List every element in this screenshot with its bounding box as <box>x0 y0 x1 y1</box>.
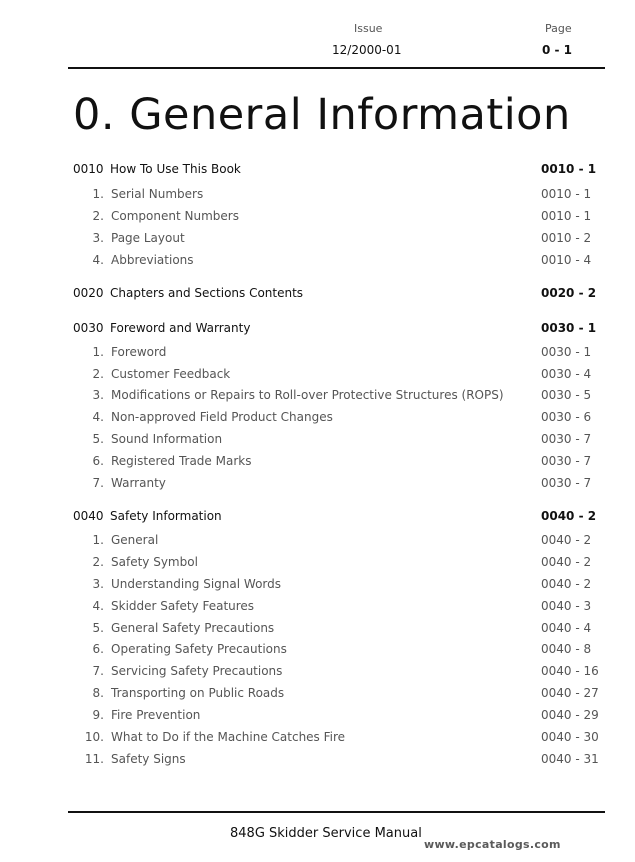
item-number: 11. <box>84 752 104 766</box>
item-number: 1. <box>92 187 104 201</box>
item-number: 4. <box>92 599 104 613</box>
toc-item[interactable] <box>0 454 635 472</box>
toc-item[interactable] <box>0 686 635 704</box>
toc-section-0040[interactable] <box>0 509 635 527</box>
item-number: 2. <box>92 367 104 381</box>
item-number: 1. <box>92 533 104 547</box>
section-page-ref: 0020 - 2 <box>541 286 597 300</box>
item-title: Safety Signs <box>111 752 186 766</box>
item-page-ref: 0030 - 1 <box>541 345 592 359</box>
toc-item[interactable] <box>0 345 635 363</box>
toc-item[interactable] <box>0 752 635 770</box>
item-number: 7. <box>92 476 104 490</box>
toc-item[interactable] <box>0 730 635 748</box>
section-code: 0010 <box>73 162 104 176</box>
item-number: 5. <box>92 621 104 635</box>
item-number: 1. <box>92 345 104 359</box>
item-title: Warranty <box>111 476 166 490</box>
toc-item[interactable] <box>0 708 635 726</box>
item-page-ref: 0030 - 7 <box>541 476 592 490</box>
toc-item[interactable] <box>0 209 635 227</box>
toc-section-0030[interactable] <box>0 321 635 339</box>
item-title: Fire Prevention <box>111 708 201 722</box>
watermark: www.epcatalogs.com <box>424 838 561 851</box>
toc-item[interactable] <box>0 231 635 249</box>
item-title: Safety Symbol <box>111 555 198 569</box>
item-page-ref: 0010 - 1 <box>541 187 592 201</box>
toc-item[interactable] <box>0 621 635 639</box>
footer-divider <box>68 811 605 813</box>
item-number: 10. <box>84 730 104 744</box>
section-title: Chapters and Sections Contents <box>110 286 304 300</box>
item-title: Component Numbers <box>111 209 239 223</box>
page-title: 0. General Information <box>73 90 571 140</box>
item-title: General <box>111 533 159 547</box>
toc-item[interactable] <box>0 253 635 271</box>
item-page-ref: 0040 - 31 <box>541 752 599 766</box>
section-page-ref: 0010 - 1 <box>541 162 597 176</box>
item-page-ref: 0040 - 29 <box>541 708 599 722</box>
page-number: 0 - 1 <box>542 43 573 57</box>
item-page-ref: 0030 - 7 <box>541 432 592 446</box>
section-title: Safety Information <box>110 509 222 523</box>
item-page-ref: 0030 - 7 <box>541 454 592 468</box>
item-number: 8. <box>92 686 104 700</box>
toc-item[interactable] <box>0 187 635 205</box>
toc-section-0020[interactable] <box>0 286 635 304</box>
item-title: Transporting on Public Roads <box>111 686 285 700</box>
item-number: 9. <box>92 708 104 722</box>
item-number: 6. <box>92 642 104 656</box>
item-number: 3. <box>92 231 104 245</box>
item-number: 2. <box>92 555 104 569</box>
item-page-ref: 0030 - 5 <box>541 388 592 402</box>
item-title: Serial Numbers <box>111 187 204 201</box>
item-title: Sound Information <box>111 432 223 446</box>
section-title: Foreword and Warranty <box>110 321 251 335</box>
footer-title: 848G Skidder Service Manual <box>230 826 422 841</box>
item-page-ref: 0010 - 2 <box>541 231 592 245</box>
section-page-ref: 0040 - 2 <box>541 509 597 523</box>
toc-item[interactable] <box>0 664 635 682</box>
item-page-ref: 0040 - 27 <box>541 686 599 700</box>
item-number: 6. <box>92 454 104 468</box>
header-divider <box>68 67 605 69</box>
section-title: How To Use This Book <box>110 162 241 176</box>
item-page-ref: 0040 - 16 <box>541 664 599 678</box>
section-page-ref: 0030 - 1 <box>541 321 597 335</box>
toc-item[interactable] <box>0 533 635 551</box>
item-title: Foreword <box>111 345 167 359</box>
issue-value: 12/2000-01 <box>332 43 402 57</box>
item-title: Registered Trade Marks <box>111 454 252 468</box>
item-number: 4. <box>92 410 104 424</box>
issue-label: Issue <box>354 22 383 35</box>
item-number: 3. <box>92 388 104 402</box>
item-title: Page Layout <box>111 231 185 245</box>
item-title: Servicing Safety Precautions <box>111 664 283 678</box>
item-title: Modifications or Repairs to Roll-over Protective Structures (ROPS) <box>111 388 504 402</box>
item-title: Skidder Safety Features <box>111 599 255 613</box>
toc-section-0010[interactable] <box>0 162 635 180</box>
item-page-ref: 0030 - 4 <box>541 367 592 381</box>
item-page-ref: 0010 - 4 <box>541 253 592 267</box>
item-title: What to Do if the Machine Catches Fire <box>111 730 346 744</box>
item-title: Non-approved Field Product Changes <box>111 410 333 424</box>
item-number: 4. <box>92 253 104 267</box>
toc-item[interactable] <box>0 432 635 450</box>
toc-item[interactable] <box>0 599 635 617</box>
item-page-ref: 0030 - 6 <box>541 410 592 424</box>
toc-item[interactable] <box>0 367 635 385</box>
toc-item[interactable] <box>0 555 635 573</box>
item-title: General Safety Precautions <box>111 621 275 635</box>
item-page-ref: 0010 - 1 <box>541 209 592 223</box>
item-page-ref: 0040 - 2 <box>541 555 592 569</box>
item-title: Operating Safety Precautions <box>111 642 287 656</box>
item-title: Customer Feedback <box>111 367 231 381</box>
page-label: Page <box>545 22 572 35</box>
item-number: 5. <box>92 432 104 446</box>
toc-item[interactable] <box>0 410 635 428</box>
section-code: 0020 <box>73 286 104 300</box>
item-number: 7. <box>92 664 104 678</box>
toc-item[interactable] <box>0 476 635 494</box>
item-page-ref: 0040 - 3 <box>541 599 592 613</box>
item-page-ref: 0040 - 8 <box>541 642 592 656</box>
toc-item[interactable] <box>0 577 635 595</box>
section-code: 0040 <box>73 509 104 523</box>
item-page-ref: 0040 - 4 <box>541 621 592 635</box>
item-page-ref: 0040 - 2 <box>541 533 592 547</box>
item-page-ref: 0040 - 2 <box>541 577 592 591</box>
item-title: Understanding Signal Words <box>111 577 281 591</box>
item-number: 3. <box>92 577 104 591</box>
toc-item[interactable] <box>0 388 635 406</box>
toc-item[interactable] <box>0 642 635 660</box>
item-number: 2. <box>92 209 104 223</box>
section-code: 0030 <box>73 321 104 335</box>
item-page-ref: 0040 - 30 <box>541 730 599 744</box>
item-title: Abbreviations <box>111 253 194 267</box>
